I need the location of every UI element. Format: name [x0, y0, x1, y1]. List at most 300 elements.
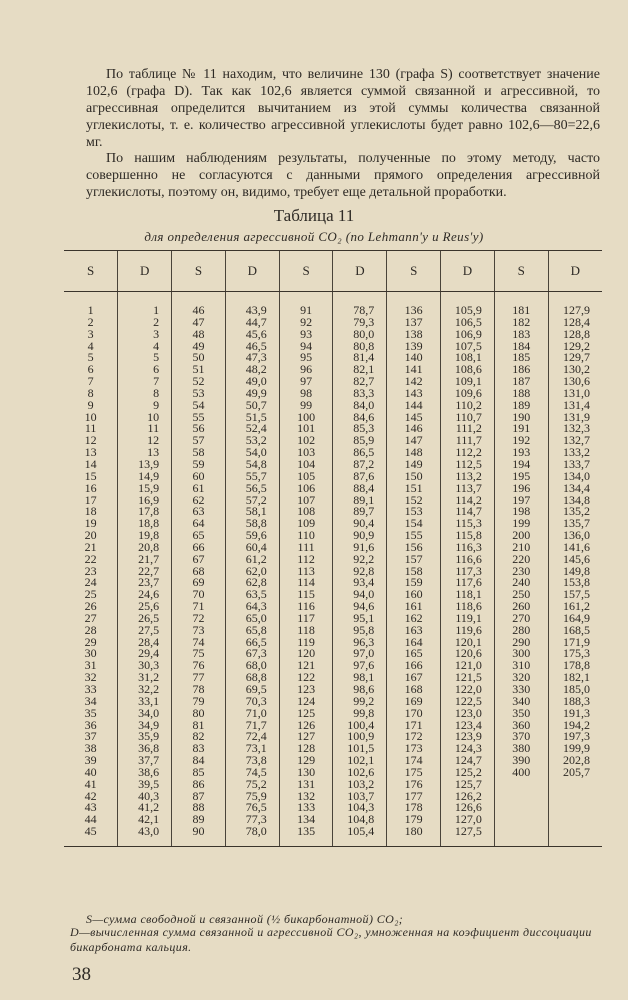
table-cell: 42,1 [118, 814, 172, 826]
table-cell: 68,8 [225, 672, 279, 684]
table-cell: 36 [84, 719, 97, 732]
table-cell: 106 [279, 483, 333, 495]
table-cell: 19 [84, 518, 97, 531]
table-cell: 99,2 [333, 696, 387, 708]
table-cell: 133,7 [548, 459, 602, 471]
table-cell: 194 [494, 459, 548, 471]
table-cell: 143 [387, 388, 441, 400]
table-row [64, 471, 602, 483]
table-body [64, 292, 602, 847]
table-cell: 179 [387, 814, 441, 826]
table-cell: 32,2 [118, 684, 172, 696]
table-cell: 7 [118, 376, 172, 388]
table-row [64, 554, 602, 566]
table-cell: 135 [279, 826, 333, 846]
table-cell: 23,7 [118, 577, 172, 589]
table-cell: 175 [387, 767, 441, 779]
table-cell: 190 [494, 412, 548, 424]
table-cell: 129,7 [548, 352, 602, 364]
table-cell: 58,8 [225, 518, 279, 530]
table-cell: 40,3 [118, 791, 172, 803]
table-cell: 2 [118, 317, 172, 329]
table-cell: 167 [387, 672, 441, 684]
table-cell: 54 [172, 400, 226, 412]
table-cell: 105,4 [333, 826, 387, 846]
table-cell: 17,8 [118, 506, 172, 518]
table-cell: 63,5 [225, 589, 279, 601]
table-cell: 49,0 [225, 376, 279, 388]
table-cell: 34,9 [118, 720, 172, 732]
table-cell: 41 [84, 778, 97, 791]
table-cell: 115,8 [441, 530, 495, 542]
table-cell: 90,4 [333, 518, 387, 530]
table-cell: 174 [387, 755, 441, 767]
table-cell: 87 [172, 791, 226, 803]
table-cell: 113,2 [441, 471, 495, 483]
table-cell: 120,6 [441, 648, 495, 660]
table-cell [494, 779, 548, 791]
table-cell: 14,9 [118, 471, 172, 483]
table-cell: 92,8 [333, 566, 387, 578]
table-cell: 132,3 [548, 423, 602, 435]
table-cell: 70,3 [225, 696, 279, 708]
paragraph-1-text: По таблице № 11 находим, что величине 130 (графа S) соответствует значение 102,6 (графа D). Так как 102,6 является суммой связанной и агрессивной, то агрессивная определится вычитанием из этой суммы количества связанной углекислоты, т. е. количество агрессивной углекислоты будет равно 102,6—80=22,6 мг. [86, 67, 600, 150]
table-cell: 113,7 [441, 483, 495, 495]
table-cell: 78 [172, 684, 226, 696]
table-cell: 5 [87, 352, 94, 365]
footnote-s: S—сумма свободной и связанной (½ бикарбонатной) CO₂; [86, 912, 404, 926]
table-cell: 33,1 [118, 696, 172, 708]
table-cell: 38 [84, 743, 97, 756]
table-cell: 110,2 [441, 400, 495, 412]
table-cell: 32 [84, 672, 97, 684]
column-header: D [548, 251, 602, 292]
table-row [64, 767, 602, 779]
table-cell: 109 [279, 518, 333, 530]
table-cell: 93,4 [333, 577, 387, 589]
table-cell: 48,2 [225, 364, 279, 376]
table-cell: 156 [387, 542, 441, 554]
table-cell: 86 [172, 779, 226, 791]
table-cell: 173 [387, 743, 441, 755]
table-cell: 68,0 [225, 660, 279, 672]
table-cell: 193 [494, 447, 548, 459]
table-row [64, 672, 602, 684]
table-cell: 56 [172, 423, 226, 435]
table-cell: 16,9 [118, 495, 172, 507]
table-cell: 94,0 [333, 589, 387, 601]
table-cell: 121 [279, 660, 333, 672]
table-cell: 60,4 [225, 542, 279, 554]
table-row [64, 708, 602, 720]
table-cell: 48 [172, 329, 226, 341]
table-cell: 65,0 [225, 613, 279, 625]
table-cell: 74 [172, 637, 226, 649]
table-row [64, 495, 602, 507]
table-cell: 61 [172, 483, 226, 495]
table-cell: 81,4 [333, 352, 387, 364]
table-cell: 83 [172, 743, 226, 755]
table-cell: 31 [84, 660, 97, 673]
table-cell: 139 [387, 341, 441, 353]
table-cell: 25 [84, 589, 97, 602]
table-cell: 192 [494, 435, 548, 447]
table-row [64, 447, 602, 459]
table-cell: 46 [172, 292, 226, 317]
table-cell: 166 [387, 660, 441, 672]
table-cell: 69,5 [225, 684, 279, 696]
table-cell: 113 [279, 566, 333, 578]
table-cell: 390 [494, 755, 548, 767]
table-cell: 205,7 [548, 767, 602, 779]
table-cell: 310 [494, 660, 548, 672]
table-cell: 144 [387, 400, 441, 412]
table-cell: 126,6 [441, 802, 495, 814]
table-cell: 134,0 [548, 471, 602, 483]
table-cell: 111 [279, 542, 333, 554]
table-cell: 67,3 [225, 648, 279, 660]
table-cell: 49 [172, 341, 226, 353]
table-cell: 92 [279, 317, 333, 329]
table-cell: 16 [84, 482, 97, 495]
table-cell: 44,7 [225, 317, 279, 329]
table-cell: 108,1 [441, 352, 495, 364]
table-row [64, 506, 602, 518]
table-cell: 153,8 [548, 577, 602, 589]
table-cell: 22 [84, 553, 97, 566]
table-cell: 152 [387, 495, 441, 507]
table-cell: 161,2 [548, 601, 602, 613]
table-cell: 9 [87, 399, 94, 412]
table-cell: 136,0 [548, 530, 602, 542]
table-cell: 350 [494, 708, 548, 720]
table-cell: 29 [84, 636, 97, 649]
table-cell: 11 [84, 423, 97, 436]
table-row [64, 388, 602, 400]
table-header-row [64, 251, 602, 292]
table-cell: 129,2 [548, 341, 602, 353]
table-cell: 55,7 [225, 471, 279, 483]
table-cell: 12 [84, 435, 97, 448]
table-cell: 168 [387, 684, 441, 696]
table-cell: 33 [84, 684, 97, 696]
table-cell: 182,1 [548, 672, 602, 684]
table-cell: 96 [279, 364, 333, 376]
column-header: D [441, 251, 495, 292]
table-cell: 54,0 [225, 447, 279, 459]
table-row [64, 423, 602, 435]
table-cell: 103 [279, 447, 333, 459]
table-cell: 99 [279, 400, 333, 412]
table-cell: 4 [118, 341, 172, 353]
table-cell: 87,2 [333, 459, 387, 471]
table-cell: 132,7 [548, 435, 602, 447]
table-cell: 200 [494, 530, 548, 542]
table-cell: 112,5 [441, 459, 495, 471]
table-cell: 133,2 [548, 447, 602, 459]
table-cell: 61,2 [225, 554, 279, 566]
table-cell: 118,1 [441, 589, 495, 601]
table-cell: 109,6 [441, 388, 495, 400]
table-cell: 31,2 [118, 672, 172, 684]
table-cell: 360 [494, 720, 548, 732]
table-cell: 3 [118, 329, 172, 341]
table-cell: 134 [279, 814, 333, 826]
table-cell: 117,3 [441, 566, 495, 578]
table-cell: 79,3 [333, 317, 387, 329]
column-header: S [172, 251, 226, 292]
table-cell: 21,7 [118, 554, 172, 566]
table-cell: 124,7 [441, 755, 495, 767]
table-cell: 104,3 [333, 802, 387, 814]
table-cell: 164 [387, 637, 441, 649]
table-cell: 67 [172, 554, 226, 566]
table-cell: 101 [279, 423, 333, 435]
table-cell: 77,3 [225, 814, 279, 826]
table-cell: 28 [84, 624, 97, 637]
table-cell: 43,0 [118, 826, 172, 846]
table-cell: 122,0 [441, 684, 495, 696]
table-cell: 34 [84, 695, 97, 708]
table-cell [548, 791, 602, 803]
table-cell: 95 [279, 352, 333, 364]
table-cell: 102 [279, 435, 333, 447]
table-cell: 127,9 [548, 292, 602, 317]
column-header: S [279, 251, 333, 292]
table-cell [548, 779, 602, 791]
table-cell: 134,8 [548, 495, 602, 507]
table-cell: 199,9 [548, 743, 602, 755]
table-cell: 43,9 [225, 292, 279, 317]
table-cell: 51,5 [225, 412, 279, 424]
table-cell: 109,1 [441, 376, 495, 388]
table-cell: 88 [172, 802, 226, 814]
table-cell: 185 [494, 352, 548, 364]
table-cell: 73 [172, 625, 226, 637]
table-cell: 124,3 [441, 743, 495, 755]
table-cell: 110,7 [441, 412, 495, 424]
footnote-d: D—вычисленная сумма связанной и агрессивной CO₂, умноженная на коэфициент диссоциации бикарбоната кальция. [70, 925, 592, 954]
paragraph-2 [86, 150, 600, 201]
table-cell: 145 [387, 412, 441, 424]
table-cell: 39,5 [118, 779, 172, 791]
table-row [64, 779, 602, 791]
table-cell: 160 [387, 589, 441, 601]
table-cell: 183 [494, 329, 548, 341]
table-cell: 161 [387, 601, 441, 613]
table-cell: 127 [279, 731, 333, 743]
table-cell: 105 [279, 471, 333, 483]
table-cell: 83,3 [333, 388, 387, 400]
table-cell: 121,5 [441, 672, 495, 684]
table-row [64, 530, 602, 542]
table-cell: 71 [172, 601, 226, 613]
table-cell: 148 [387, 447, 441, 459]
table-cell: 51 [172, 364, 226, 376]
table-cell: 280 [494, 625, 548, 637]
table-cell: 199 [494, 518, 548, 530]
table-cell: 3 [87, 328, 94, 341]
table-cell: 88,4 [333, 483, 387, 495]
table-cell: 117,6 [441, 577, 495, 589]
table-cell: 56,5 [225, 483, 279, 495]
table-cell: 80,8 [333, 341, 387, 353]
table-cell: 72,4 [225, 731, 279, 743]
table-cell: 117 [279, 613, 333, 625]
table-cell: 71,7 [225, 720, 279, 732]
table-cell: 10 [118, 412, 172, 424]
table-cell: 62 [172, 495, 226, 507]
table-cell: 50,7 [225, 400, 279, 412]
table-cell: 95,8 [333, 625, 387, 637]
table-cell [494, 826, 548, 846]
table-cell: 114,2 [441, 495, 495, 507]
table-cell: 78,7 [333, 292, 387, 317]
table-cell: 87,6 [333, 471, 387, 483]
table-cell: 90,9 [333, 530, 387, 542]
table-cell: 65,8 [225, 625, 279, 637]
table-cell: 118 [279, 625, 333, 637]
table-row [64, 731, 602, 743]
table-cell: 116 [279, 601, 333, 613]
table-cell [548, 814, 602, 826]
table-cell: 134,4 [548, 483, 602, 495]
table-cell: 81 [172, 720, 226, 732]
column-header: S [64, 251, 118, 292]
table-cell: 57,2 [225, 495, 279, 507]
table-cell: 104,8 [333, 814, 387, 826]
table-cell: 120 [279, 648, 333, 660]
table-cell: 111,7 [441, 435, 495, 447]
table-row [64, 791, 602, 803]
table-cell: 127,5 [441, 826, 495, 846]
table-cell: 140 [387, 352, 441, 364]
table-cell: 97,0 [333, 648, 387, 660]
table-cell: 112 [279, 554, 333, 566]
co2-table [64, 250, 602, 847]
table-cell: 165 [387, 648, 441, 660]
table-row [64, 814, 602, 826]
table-row [64, 625, 602, 637]
table-cell: 45 [64, 826, 118, 846]
table-cell: 108 [279, 506, 333, 518]
table-cell: 80,0 [333, 329, 387, 341]
table-cell: 71,0 [225, 708, 279, 720]
table-cell: 154 [387, 518, 441, 530]
table-cell: 10 [84, 411, 97, 424]
table-cell: 28,4 [118, 637, 172, 649]
table-cell: 195 [494, 471, 548, 483]
table-cell: 115,3 [441, 518, 495, 530]
table-row [64, 802, 602, 814]
table-row [64, 743, 602, 755]
table-row [64, 566, 602, 578]
table-row [64, 435, 602, 447]
table-cell: 112,2 [441, 447, 495, 459]
table-cell: 197 [494, 495, 548, 507]
table-cell: 128,8 [548, 329, 602, 341]
table-cell: 136 [387, 292, 441, 317]
table-cell: 114 [279, 577, 333, 589]
table-row [64, 648, 602, 660]
table-cell: 30,3 [118, 660, 172, 672]
table-row [64, 589, 602, 601]
column-header: S [494, 251, 548, 292]
table-cell: 123,9 [441, 731, 495, 743]
table-cell: 116,6 [441, 554, 495, 566]
table-cell: 11 [118, 423, 172, 435]
table-cell: 98,1 [333, 672, 387, 684]
table-cell: 89,7 [333, 506, 387, 518]
table-cell: 7 [87, 376, 94, 388]
table-cell: 230 [494, 566, 548, 578]
table-cell: 1 [87, 303, 94, 317]
table-cell: 290 [494, 637, 548, 649]
table-row [64, 696, 602, 708]
table-cell: 21 [84, 541, 97, 554]
table-cell: 104 [279, 459, 333, 471]
table-cell: 30 [84, 648, 97, 661]
table-cell: 126 [279, 720, 333, 732]
table-cell: 66,5 [225, 637, 279, 649]
table-cell: 84 [172, 755, 226, 767]
table-cell: 180 [387, 826, 441, 846]
table-cell: 111,2 [441, 423, 495, 435]
table-cell: 55 [172, 412, 226, 424]
table-cell: 103,7 [333, 791, 387, 803]
table-cell: 69 [172, 577, 226, 589]
table-cell: 58,1 [225, 506, 279, 518]
table-cell: 188 [494, 388, 548, 400]
table-row [64, 459, 602, 471]
table-cell [548, 802, 602, 814]
table-cell: 6 [118, 364, 172, 376]
table-cell: 250 [494, 589, 548, 601]
table-cell: 62,8 [225, 577, 279, 589]
table-cell: 62,0 [225, 566, 279, 578]
table-cell: 118,6 [441, 601, 495, 613]
table-cell: 149,8 [548, 566, 602, 578]
table-cell: 119,6 [441, 625, 495, 637]
table-cell: 23 [84, 565, 97, 578]
table-cell: 141,6 [548, 542, 602, 554]
table-cell: 107 [279, 495, 333, 507]
table-cell: 125,7 [441, 779, 495, 791]
table-cell: 72 [172, 613, 226, 625]
table-cell: 93 [279, 329, 333, 341]
table-cell: 122 [279, 672, 333, 684]
table-cell [494, 802, 548, 814]
table-cell: 126,2 [441, 791, 495, 803]
table-cell: 128 [279, 743, 333, 755]
table-cell: 42 [84, 790, 97, 803]
table-cell: 191 [494, 423, 548, 435]
table-cell: 52 [172, 376, 226, 388]
table-cell: 240 [494, 577, 548, 589]
table-cell: 49,9 [225, 388, 279, 400]
table-cell: 39 [84, 755, 97, 767]
column-header: D [118, 251, 172, 292]
table-cell: 82,7 [333, 376, 387, 388]
table-cell: 15,9 [118, 483, 172, 495]
table-cell: 53,2 [225, 435, 279, 447]
table-cell: 137 [387, 317, 441, 329]
table-cell: 20,8 [118, 542, 172, 554]
table-cell: 70 [172, 589, 226, 601]
table-cell: 26 [84, 601, 97, 613]
table-cell: 89,1 [333, 495, 387, 507]
table-cell: 191,3 [548, 708, 602, 720]
